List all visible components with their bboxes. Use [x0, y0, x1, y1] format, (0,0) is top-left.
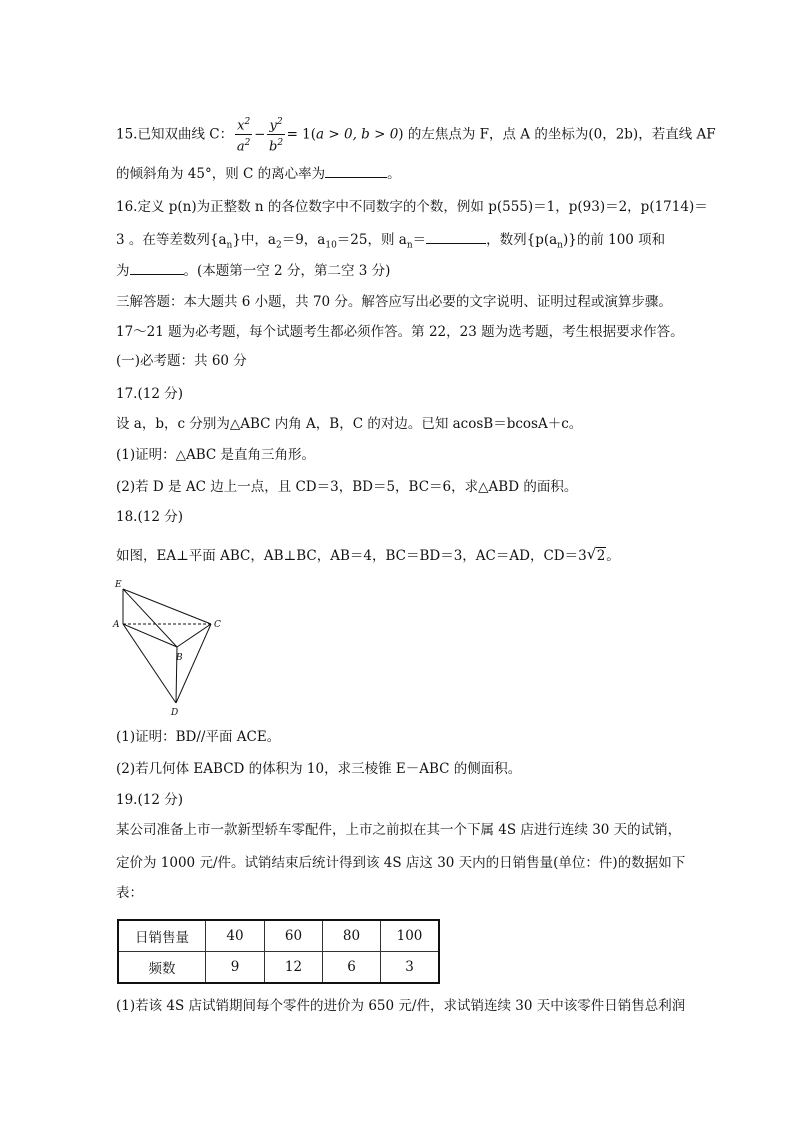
label-A: A — [113, 620, 120, 630]
q15-text: 的倾斜角为 45°，则 C 的离心率为 — [116, 166, 326, 182]
fraction-y2-b2: $\frac{y^2}{b^2}$ — [267, 114, 284, 156]
q16-text: )}的前 100 项和 — [562, 232, 666, 248]
edge-EC — [123, 589, 211, 624]
q18-part2: (2)若几何体 EABCD 的体积为 10，求三棱锥 E－ABC 的侧面积。 — [116, 761, 522, 777]
q17-part2: (2)若 D 是 AC 边上一点，且 CD＝3，BD＝5，BC＝6，求△ABD 的面积。 — [116, 479, 578, 495]
q15-text-tail: ) 的左焦点为 F，点 A 的坐标为(0，2b)，若直线 AF — [398, 126, 716, 143]
q16-text: ，数列{p(a — [486, 232, 558, 248]
q15-line2 — [116, 163, 401, 184]
q17-stem: 设 a，b，c 分别为△ABC 内角 A，B，C 的对边。已知 acosB＝bcosA＋c。 — [116, 416, 583, 432]
q18-stem — [116, 546, 620, 566]
sqrt-2 — [587, 546, 607, 566]
period: 。 — [387, 166, 401, 182]
label-D: D — [171, 708, 179, 718]
row-header: 日销售量 — [118, 920, 206, 952]
table-row — [118, 952, 439, 984]
answer-blank[interactable] — [325, 163, 387, 178]
edge-EB — [123, 589, 177, 647]
table-cell: 3 — [381, 952, 440, 984]
frac-den: b — [269, 139, 278, 155]
q18-part1: (1)证明：BD//平面 ACE。 — [116, 729, 281, 745]
table-row — [118, 920, 439, 952]
section-line1: 三解答题：本大题共 6 小题，共 70 分。解答应写出必要的文字说明、证明过程或演算步骤。 — [116, 294, 672, 310]
q17-head: 17.(12 分) — [116, 386, 183, 402]
condition: a > 0, b > 0 — [316, 126, 399, 143]
frac-num: y — [269, 118, 277, 134]
table-cell: 80 — [323, 920, 381, 952]
fraction-x2-a2: $\frac{x^2}{a^2}$ — [235, 114, 252, 156]
table-cell: 100 — [381, 920, 440, 952]
period: 。 — [606, 548, 620, 564]
equals: = 1( — [286, 126, 317, 143]
q16-line2: 3 。在等差数列$\{a_n\}$中，$a_2=9$，$a_{10}=25$，则 $a_n=$ ，数列$\{p(a_n)\}$的前 100 项和 — [116, 229, 665, 256]
tetrahedron-figure — [110, 575, 230, 720]
q18-head: 18.(12 分) — [116, 509, 183, 525]
q16-line1: 16.定义 p(n)为正整数 n 的各位数字中不同数字的个数，例如 p(555)＝1，p(93)＝2，p(1714)＝ — [116, 199, 708, 215]
q15-line1 — [116, 114, 716, 156]
minus-sign: − — [254, 126, 266, 143]
q16-line3 — [116, 260, 390, 281]
edge-AD — [123, 624, 176, 703]
section-line2: 17～21 题为必考题，每个试题考生都必须作答。第 22，23 题为选考题，考生根据要求作答。 — [116, 324, 684, 340]
answer-blank-1[interactable] — [426, 229, 486, 244]
q16-text: ＝9，a — [281, 232, 326, 248]
frac-den: a — [236, 139, 245, 155]
q16-text: ＝ — [412, 232, 427, 248]
answer-blank-2[interactable] — [130, 260, 184, 275]
sales-table — [117, 919, 440, 984]
q18-text: 如图，EA⊥平面 ABC，AB⊥BC，AB＝4，BC＝BD＝3，AC＝AD，CD＝3 — [116, 548, 587, 564]
table-cell: 9 — [206, 952, 265, 984]
q19-line2: 定价为 1000 元/件。试销结束后统计得到该 4S 店这 30 天内的日销售量(单位：件)的数据如下 — [116, 855, 686, 871]
frac-num: x — [237, 118, 245, 134]
section-line3: (一)必考题：共 60 分 — [116, 353, 247, 369]
q19-line3: 表： — [116, 885, 143, 901]
q19-head: 19.(12 分) — [116, 792, 183, 808]
row-header: 频数 — [118, 952, 206, 984]
q16-text: ＝25，则 a — [336, 232, 407, 248]
table-cell: 12 — [265, 952, 323, 984]
table-cell: 40 — [206, 920, 265, 952]
q19-line1: 某公司准备上市一款新型轿车零配件，上市之前拟在其一个下属 4S 店进行连续 30 天的试销， — [116, 822, 682, 838]
q19-part1: (1)若该 4S 店试销期间每个零件的进价为 650 元/件，求试销连续 30 天中该零件日销售总利润 — [116, 998, 686, 1014]
q16-text: 。(本题第一空 2 分，第二空 3 分) — [183, 263, 391, 279]
radicand: 2 — [596, 548, 606, 564]
q16-text: 为 — [116, 263, 130, 279]
table-cell: 60 — [265, 920, 323, 952]
q17-part1: (1)证明：△ABC 是直角三角形。 — [116, 447, 316, 463]
q16-text: 3 。在等差数列{a — [116, 232, 227, 248]
label-C: C — [214, 620, 221, 630]
table-cell: 6 — [323, 952, 381, 984]
label-B: B — [176, 653, 183, 663]
q16-text: }中，a — [232, 232, 276, 248]
label-E: E — [115, 580, 122, 590]
q15-text: 15.已知双曲线 C： — [116, 126, 234, 143]
